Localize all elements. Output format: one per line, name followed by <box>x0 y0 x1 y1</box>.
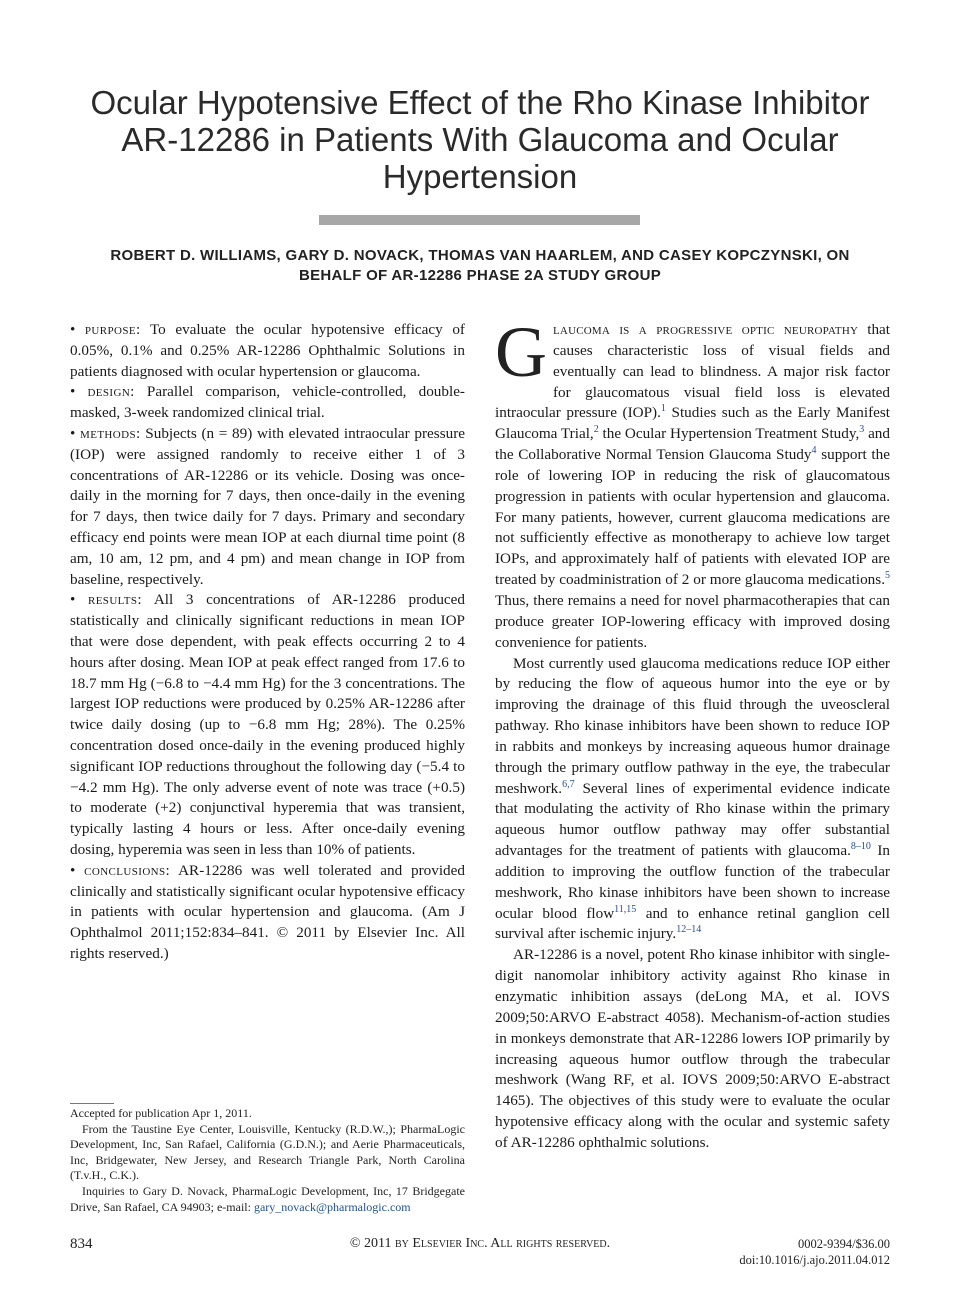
doi: doi:10.1016/j.ajo.2011.04.012 <box>739 1253 890 1267</box>
abstract-conclusions: • conclusions: AR-12286 was well tolerated and provided clinically and statistically significant ocular hypotensive efficacy in patients with ocular hypertension and glaucoma. (Am J Ophthalmol 2011;152:834–841. © 2011 by Elsevier Inc. All rights reserved.) <box>70 861 466 962</box>
abstract-results: • results: All 3 concentrations of AR-12286 produced statistically and clinically significant reductions in mean IOP that were dose dependent, with peak effects occurring 2 to 4 hours after dosing. Mean IOP at peak effect ranged from 17.6 to 18.7 mm Hg (−6.8 to −4.4 mm Hg) for the 3 concentrations. The largest IOP reductions were produced by 0.25% AR-12286 after twice daily dosing (up to −6.8 mm Hg; 28%). The 0.25% concentration dosed once-daily in the evening produced highly significant IOP reductions throughout the following day (−5.4 to −4.2 mm Hg). The only adverse event of note was trace (+0.5) to moderate (+2) conjunctival hyperemia that was transient, typically lasting 4 hours or less. After once-daily evening dosing, hyperemia was seen in less than 10% of patients. <box>70 591 465 858</box>
issn: 0002-9394/$36.00 <box>797 1237 890 1251</box>
purpose-label: purpose: <box>84 321 141 338</box>
accepted-date: Accepted for publication Apr 1, 2011. <box>70 1106 252 1120</box>
reference-link[interactable]: 2 <box>593 424 599 436</box>
reference-link[interactable]: 8–10 <box>850 841 871 853</box>
body-paragraph-2: Most currently used glaucoma medications reduce IOP either by reducing the flow of aqueous humor into the eye or by improving the drainage of this fluid through the uveoscleral pathway. Rho kinase inhibitors have been shown to reduce IOP in rabbits and monkeys by increasing aqueous humor drainage through the primary outflow pathway in the eye, the trabecular meshwork.$^{6,7}$ Several lines of experimental evidence indicate that modulating the activity of Rho kinase within the primary aqueous humor outflow pathway may offer substantial advantages for the treatment of patients with glaucoma.$^{8-10}$ In addition to improving the outflow function of the trabecular meshwork, Rho kinase inhibitors have been shown to increase ocular blood flow$^{11,15}$ and to enhance retinal ganglion cell survival after ischemic injury.$^{12-14}$ <box>495 654 891 943</box>
page-number: 834 <box>70 1236 93 1252</box>
article-title: Ocular Hypotensive Effect of the Rho Kinase Inhibitor AR-12286 in Patients With Glaucoma and Ocular Hypertension <box>90 84 870 195</box>
affiliations: From the Taustine Eye Center, Louisville, Kentucky (R.D.W.,); PharmaLogic Development, Inc, San Rafael, California (G.D.N.); and Aerie Pharmaceuticals, Inc, Bridgewater, New Jersey, and Research Triangle Park, North Carolina (T.v.H., C.K.). <box>70 1121 465 1183</box>
title-divider-bar <box>319 215 640 225</box>
design-label: design: <box>87 383 135 401</box>
conclusions-label: conclusions: <box>84 861 171 879</box>
journal-citation: (Am J Ophthalmol 2011;152:834–841. © 2011 by Elsevier Inc. All rights reserved.) <box>70 903 466 962</box>
methods-label: methods: <box>80 424 141 442</box>
abstract-purpose: • purpose: To evaluate the ocular hypotensive efficacy of 0.05%, 0.1% and 0.25% AR-12286 Ophthalmic Solutions in patients diagnosed with ocular hypertension or glaucoma. <box>70 321 465 380</box>
body-paragraph-1: Glaucoma is a progressive optic neuropathy that causes characteristic loss of visual fields and eventually can lead to blindness. A major risk factor for glaucomatous visual field loss is elevated intraocular pressure (IOP).$^1$ Studies such as the Early Manifest Glaucoma Trial,$^2$ the Ocular Hypertension Treatment Study,$^3$ and the Collaborative Normal Tension Glaucoma Study$^4$ support the role of lowering IOP in reducing the risk of glaucomatous progression in patients with ocular hypertension and glaucoma. For many patients, however, current glaucoma medications are not sufficiently effective as monotherapy to achieve low target IOPs, and approximately half of patients with elevated IOP are treated by coadministration of 2 or more glaucoma medications.$^5$ Thus, there remains a need for novel pharmacotherapies that can produce greater IOP-lowering efficacy with improved dosing convenience for patients. <box>495 312 891 651</box>
email-link[interactable]: gary_novack@pharmalogic.com <box>253 1199 411 1214</box>
correspondence: Inquiries to Gary D. Novack, PharmaLogic Development, Inc, 17 Bridgegate Drive, San Rafael, CA 94903; e-mail: gary_novack@pharmalogic.com <box>70 1183 465 1214</box>
footnote <box>70 1106 465 1215</box>
body-text <box>495 312 891 1154</box>
reference-link[interactable]: 11,15 <box>614 903 637 915</box>
abstract <box>70 320 465 965</box>
footer-identifiers <box>640 1236 890 1268</box>
author-list: ROBERT D. WILLIAMS, GARY D. NOVACK, THOMAS VAN HAARLEM, AND CASEY KOPCZYNSKI, ON BEHALF OF AR-12286 PHASE 2A STUDY GROUP <box>110 247 850 284</box>
reference-link[interactable]: 3 <box>859 424 865 436</box>
body-paragraph-3: AR-12286 is a novel, potent Rho kinase inhibitor with single-digit nanomolar inhibitory activity against Rho kinase in enzymatic inhibition assays (deLong MA, et al. IOVS 2009;50:ARVO E-abstract 4058). Mechanism-of-action studies in monkeys demonstrate that AR-12286 lowers IOP primarily by increasing aqueous humor outflow through the trabecular meshwork (Wang RF, et al. IOVS 2009;50:ARVO E-abstract 1465). The objectives of this study were to evaluate the ocular hypotensive efficacy along with the ocular and systemic safety of AR-12286 ophthalmic solutions. <box>495 946 890 1151</box>
reference-link[interactable]: 6,7 <box>562 778 575 790</box>
reference-link[interactable]: 1 <box>660 403 666 415</box>
results-label: results: <box>87 591 143 609</box>
footnote-rule <box>70 1103 114 1104</box>
drop-cap: G <box>495 312 547 392</box>
reference-link[interactable]: 5 <box>885 570 890 582</box>
abstract-methods: • methods: Subjects (n = 89) with elevated intraocular pressure (IOP) were assigned randomly to receive either 1 of 3 concentrations of AR-12286 or its vehicle. Dosing was once-daily in the morning for 7 days, then once-daily in the evening for 7 days, then twice daily for 7 days. Primary and secondary efficacy end points were mean IOP at each diurnal time point (8 am, 10 am, 12 pm, and 4 pm) and mean change in IOP from baseline, respectively. <box>70 424 465 588</box>
abstract-design: • design: Parallel comparison, vehicle-controlled, double-masked, 3-week randomized clinical trial. <box>70 383 465 422</box>
footer-copyright: © 2011 by Elsevier Inc. All rights reserved. <box>349 1236 611 1251</box>
reference-link[interactable]: 12–14 <box>676 924 702 936</box>
reference-link[interactable]: 4 <box>811 445 817 456</box>
